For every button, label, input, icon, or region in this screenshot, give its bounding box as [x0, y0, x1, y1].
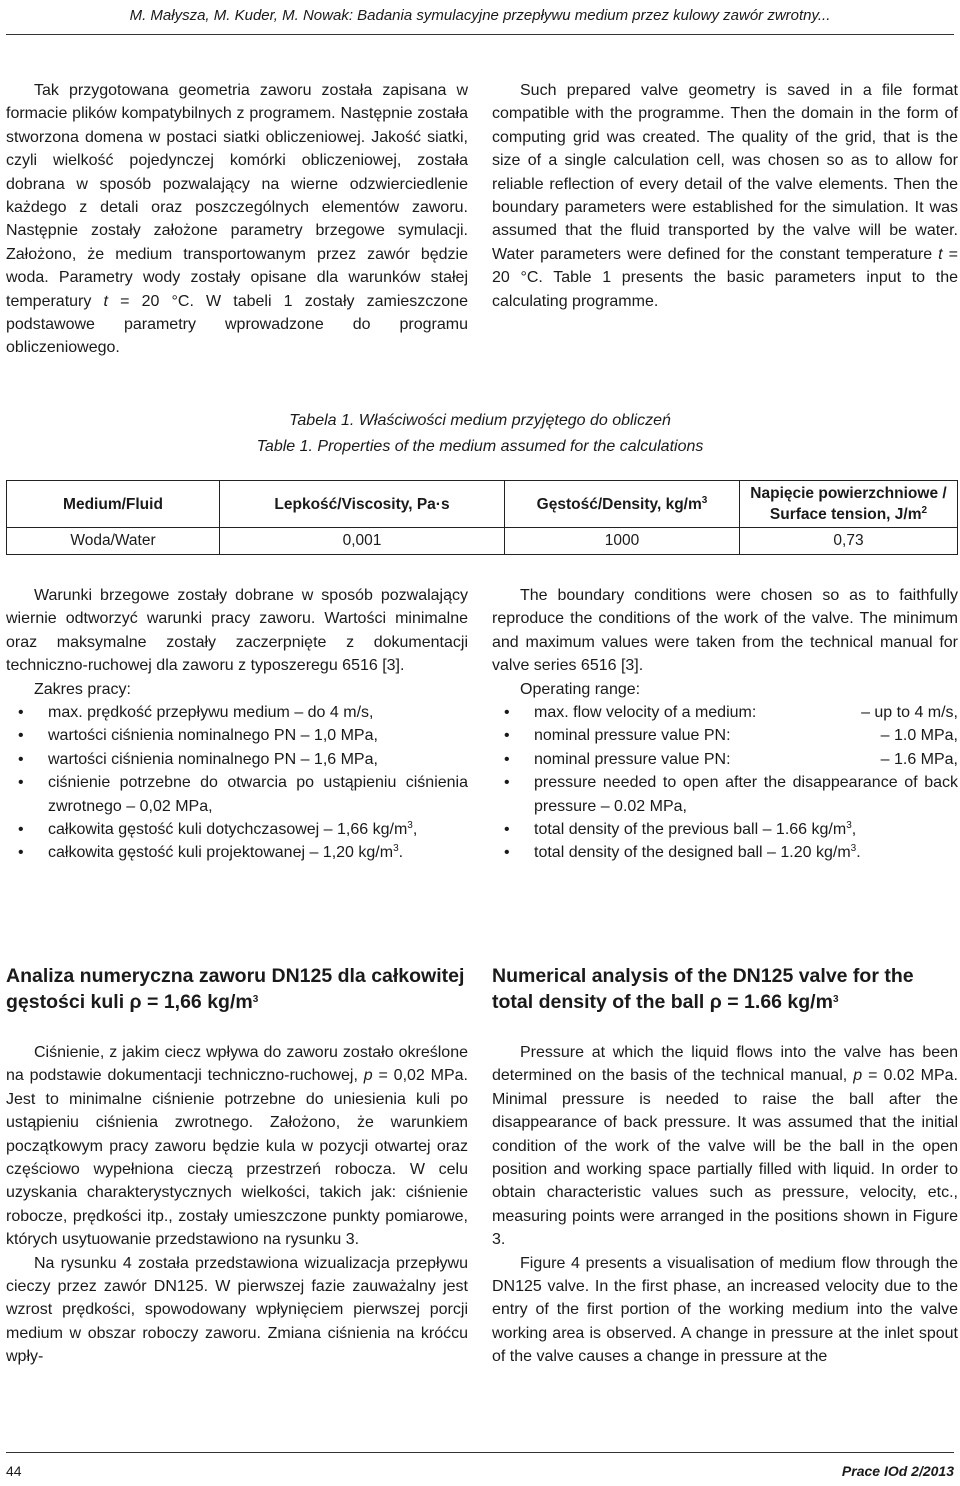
cell-surface-tension: 0,73 — [740, 528, 958, 555]
paragraph: Operating range: — [520, 680, 641, 698]
bottom-right-column — [492, 1041, 958, 1369]
list-item: • total density of the previous ball – 1.66 $kg/m^3$, — [492, 818, 958, 841]
list-item: • całkowita gęstość kuli projektowanej – 1,20 $kg/m^3$. — [6, 841, 468, 864]
journal-name: Prace IOd 2/2013 — [841, 1463, 954, 1479]
top-left-column — [6, 79, 468, 360]
running-header — [0, 6, 960, 36]
list-item: • max. flow velocity of a medium: – up to 4 m/s, — [492, 701, 958, 724]
running-title: M. Małysza, M. Kuder, M. Nowak: Badania symulacyjne przepływu medium przez kulowy zawór zwrotny... — [129, 7, 831, 24]
paragraph: Such prepared valve geometry is saved in a file format compatible with the programme. Then the domain in the form of computing grid was created. The quality of the grid, that is the size of a single calculation cell, was chosen so as to allow for reliable reflection of every detail of the valve elements. Then the boundary parameters were established for the simulation. It was assumed that the fluid transported by the valve will be water. Water parameters were defined for the constant temperature t = 20 °C. Table 1 presents the basic parameters input to the calculating programme. — [492, 82, 958, 310]
header-surface-tension: Napięcie powierzchniowe / Surface tension, $J/m^2$ — [740, 481, 958, 528]
mid-right-column — [492, 584, 958, 865]
paragraph: Warunki brzegowe zostały dobrane w sposób pozwalający wiernie odtworzyć warunki pracy zaworu. Wartości minimalne oraz maksymalne zostały zaczerpnięte z dokumentacji techniczno-ruchowej dla zaworu z typoszeregu 6516 [3]. — [6, 587, 468, 675]
cell-viscosity: 0,001 — [220, 528, 505, 555]
properties-table — [6, 480, 958, 555]
paragraph: Pressure at which the liquid flows into the valve has been determined on the basis of the technical manual, p = 0.02 MPa. Minimal pressure is needed to raise the ball after the disappearance of back pressure. It was assumed that the initial condition of the work of the valve will be the ball in the open position and working space partially filled with liquid. In order to obtain characteristic values such as pressure, velocity, etc., measuring points were arranged in the positions shown in Figure 3. — [492, 1044, 958, 1249]
list-item: • pressure needed to open after the disappearance of back pressure – 0.02 MPa, — [492, 771, 958, 818]
header-density: Gęstość/Density, $kg/m^3$ — [505, 481, 740, 528]
table-row — [7, 528, 958, 555]
operating-range-list — [6, 701, 468, 865]
page-number: 44 — [6, 1463, 22, 1479]
operating-range-list — [492, 701, 958, 865]
paragraph: Figure 4 presents a visualisation of medium flow through the DN125 valve. In the first phase, an increased velocity due to the entry of the first portion of the working medium into the valve working area is observed. A change in pressure at the inlet spout of the valve causes a change in pressure at the — [492, 1254, 958, 1366]
list-item: • wartości ciśnienia nominalnego PN – 1,0 MPa, — [6, 724, 468, 747]
table-caption-en: Table 1. Properties of the medium assumed for the calculations — [256, 438, 704, 455]
table-caption-pl: Tabela 1. Właściwości medium przyjętego do obliczeń — [289, 412, 671, 429]
paragraph: Ciśnienie, z jakim ciecz wpływa do zaworu zostało określone na podstawie dokumentacji techniczno-ruchowej, p = 0,02 MPa. Jest to minimalne ciśnienie potrzebne do uniesienia kuli po ustąpieniu ciśnienia zwrotnego. Założono, że warunkiem początkowym pracy zaworu będzie kula w pozycji otwartej oraz częściowo wypełniona cieczą przestrzeń robocza. W celu uzyskania charakterystycznych wielkości, takich jak: ciśnienie robocze, prędkości itp., zostały umieszczone punkty pomiarowe, których usytuowanie przedstawiono na rysunku 3. — [6, 1044, 468, 1249]
section-heading-pl: Analiza numeryczna zaworu DN125 dla całkowitej gęstości kuli ρ = 1,66 $kg/m^3$ — [6, 965, 465, 1013]
list-item: • całkowita gęstość kuli dotychczasowej – 1,66 $kg/m^3$, — [6, 818, 468, 841]
page-footer — [6, 1460, 954, 1482]
top-right-column — [492, 79, 958, 313]
paragraph: The boundary conditions were chosen so as to faithfully reproduce the conditions of the work of the valve. The minimum and maximum values were taken from the technical manual for valve series 6516 [3]. — [492, 587, 958, 675]
list-item: • nominal pressure value PN: – 1.6 MPa, — [492, 748, 958, 771]
list-item: • wartości ciśnienia nominalnego PN – 1,6 MPa, — [6, 748, 468, 771]
paragraph: Na rysunku 4 została przedstawiona wizualizacja przepływu cieczy przez zawór DN125. W pierwszej fazie zauważalny jest wzrost prędkości, spowodowany wpłynięciem pierwszej porcji medium w obszar roboczy zaworu. Zmiana ciśnienia na króćcu wpły- — [6, 1254, 468, 1366]
cell-density: 1000 — [505, 528, 740, 555]
list-item: • total density of the designed ball – 1.20 $kg/m^3$. — [492, 841, 958, 864]
list-item: • nominal pressure value PN: – 1.0 MPa, — [492, 724, 958, 747]
header-viscosity: Lepkość/Viscosity, Pa·s — [220, 481, 505, 528]
section-heading-en: Numerical analysis of the DN125 valve for the total density of the ball ρ = 1.66 $kg/m^3$ — [492, 965, 914, 1013]
header-medium: Medium/Fluid — [7, 481, 220, 528]
cell-medium: Woda/Water — [7, 528, 220, 555]
list-item: • max. prędkość przepływu medium – do 4 m/s, — [6, 701, 468, 724]
list-item: • ciśnienie potrzebne do otwarcia po ustąpieniu ciśnienia zwrotnego – 0,02 MPa, — [6, 771, 468, 818]
mid-left-column — [6, 584, 468, 865]
table-header-row — [7, 481, 958, 528]
bottom-left-column — [6, 1041, 468, 1369]
paragraph: Tak przygotowana geometria zaworu została zapisana w formacie plików kompatybilnych z programem. Następnie została stworzona domena w postaci siatki obliczeniowej. Jakość siatki, czyli wielkość pojedynczej komórki obliczeniowej, została dobrana w sposób pozwalający na wierne odzwierciedlenie każdego z detali oraz poszczególnych elementów zaworu. Następnie zostały założone parametry brzegowe symulacji. Założono, że medium transportowanym przez zawór będzie woda. Parametry wody zostały opisane dla warunków stałej temperatury t = 20 °C. W tabeli 1 zostały zamieszczone podstawowe parametry wprowadzone do programu obliczeniowego. — [6, 82, 469, 357]
paragraph: Zakres pracy: — [34, 680, 131, 698]
